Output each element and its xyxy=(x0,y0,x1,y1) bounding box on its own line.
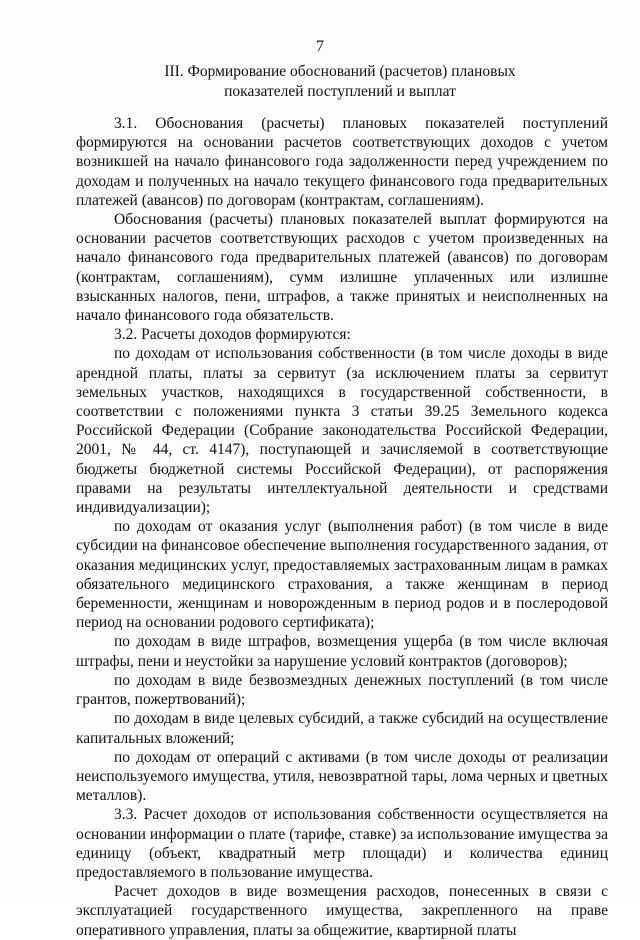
document-body xyxy=(76,114,608,940)
section-heading: III. Формирование обоснований (расчетов) плановых показателей поступлений и выплат xyxy=(164,63,516,100)
list-item-fines-income: по доходам в виде штрафов, возмещения ущерба (в том числе включая штрафы, пени и неустойки за нарушение условий контрактов (договоров); xyxy=(76,633,608,670)
list-item-assets-income: по доходам от операций с активами (в том числе доходы от реализации неиспользуемого имущества, утиля, невозвратной тары, лома черных и цветных металлов). xyxy=(76,748,608,805)
paragraph-3-3: 3.3. Расчет доходов от использования собственности осуществляется на основании информации о плате (тарифе, ставке) за использование имущества за единицу (объект, квадратный метр площади) и количества единиц предоставляемого в пользование имущества. xyxy=(76,806,608,881)
list-item-services-income: по доходам от оказания услуг (выполнения работ) (в том числе в виде субсидии на финансовое обеспечение выполнения государственного задания, от оказания медицинских услуг, предоставляемых застрахованным лицам в рамках обязательного медицинского страхования, а также женщинам в период беременности, женщинам и новорожденным в период родов и в послеродовой период на основании родового сертификата); xyxy=(76,518,608,632)
paragraph-3-2: 3.2. Расчеты доходов формируются: xyxy=(114,326,351,344)
paragraph-reimbursement: Расчет доходов в виде возмещения расходов, понесенных в связи с эксплуатацией государственного имущества, закрепленного на праве оперативного управления, платы за общежитие, квартирной платы xyxy=(76,883,608,939)
list-item-grants-income: по доходам в виде безвозмездных денежных поступлений (в том числе грантов, пожертвований); xyxy=(76,671,608,709)
paragraph-3-1: 3.1. Обоснования (расчеты) плановых показателей поступлений формируются на основании расчетов соответствующих доходов с учетом возникшей на начало финансового года задолженности перед учреждением по доходам и полученных на начало текущего финансового года предварительных платежей (авансов) по договорам (контрактам, соглашениям). xyxy=(76,115,608,209)
list-item-property-income: по доходам от использования собственности (в том числе доходы в виде арендной платы, платы за сервитут (за исключением платы за сервитут земельных участков, находящихся в государственной собственности, в соответствии с положениями пункта 3 статьи 39.25 Земельного кодекса Российской Федерации (Собрание законодательства Российской Федерации, 2001, № 44, ст. 4147), поступающей и зачисляемой в соответствующие бюджеты бюджетной системы Российской Федерации), от распоряжения правами на результаты интеллектуальной деятельности и средствами индивидуализации); xyxy=(76,345,608,517)
paragraph-expenses: Обоснования (расчеты) плановых показателей выплат формируются на основании расчетов соответствующих расходов с учетом произведенных на начало финансового года предварительных платежей (авансов) по договорам (контрактам, соглашениям), сумм излишне уплаченных или излишне взысканных налогов, пени, штрафов, а также принятых и неисполненных на начало финансового года обязательств. xyxy=(76,211,608,325)
page-number: 7 xyxy=(316,38,324,55)
list-item-subsidies-income: по доходам в виде целевых субсидий, а также субсидий на осуществление капитальных вложений; xyxy=(76,710,608,747)
